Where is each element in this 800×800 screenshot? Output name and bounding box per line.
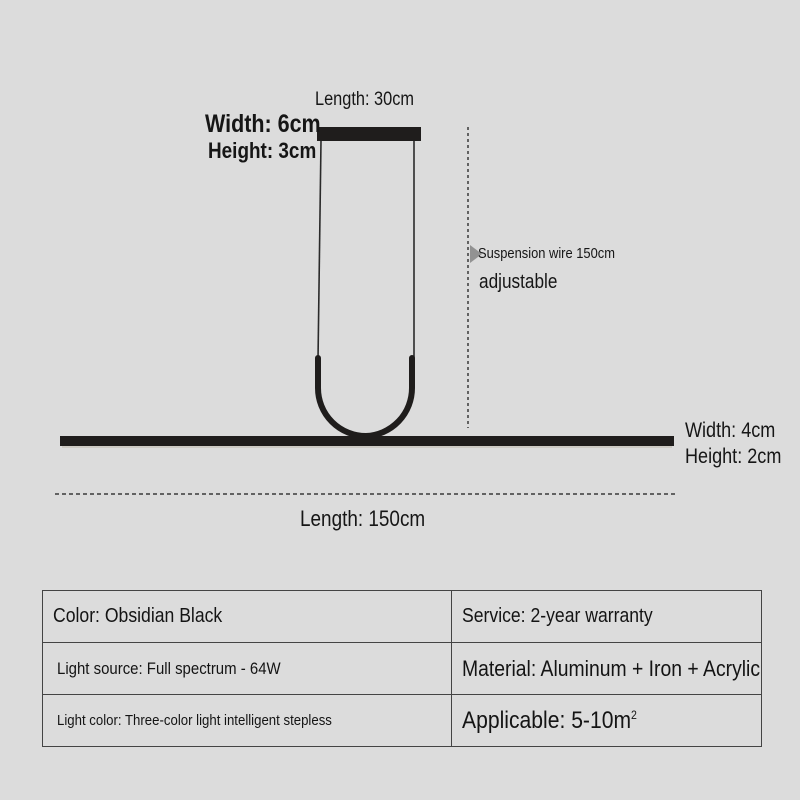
- canopy-length-label: Length: 30cm: [315, 89, 415, 110]
- spec-applicable-text: Applicable: 5-10m: [462, 706, 632, 734]
- spec-applicable: [462, 707, 637, 735]
- bar-height-label: Height: 2cm: [685, 445, 782, 468]
- bar-width-label: Width: 4cm: [685, 419, 776, 442]
- table-row: [43, 695, 762, 747]
- spec-material-cell: [452, 643, 762, 695]
- canopy-width-label: Width: 6cm: [205, 110, 321, 138]
- light-bar: [60, 436, 674, 446]
- spec-service-cell: [452, 591, 762, 643]
- canopy: [317, 127, 421, 141]
- table-row: [43, 643, 762, 695]
- spec-color-cell: [43, 591, 452, 643]
- bar-length-label: Length: 150cm: [300, 506, 426, 531]
- spec-light-color: Light color: Three-color light intelligent stepless: [57, 711, 332, 729]
- spec-light-color-cell: [43, 695, 452, 747]
- spec-light-source: Light source: Full spectrum - 64W: [57, 658, 281, 678]
- table-row: [43, 591, 762, 643]
- spec-table: [42, 590, 762, 747]
- spec-light-source-cell: [43, 643, 452, 695]
- suspension-wire-left: [318, 141, 321, 360]
- spec-service: Service: 2-year warranty: [462, 605, 653, 627]
- wire-length-label: Suspension wire 150cm: [478, 245, 615, 262]
- spec-applicable-cell: [452, 695, 762, 747]
- wire-adjustable-label: adjustable: [479, 271, 558, 293]
- spec-color: Color: Obsidian Black: [53, 605, 223, 627]
- spec-material: Material: Aluminum + Iron + Acrylic: [462, 655, 761, 681]
- spec-applicable-unit-exponent: 2: [631, 707, 637, 722]
- u-shaped-hanger: [318, 358, 412, 436]
- canopy-height-label: Height: 3cm: [208, 138, 317, 163]
